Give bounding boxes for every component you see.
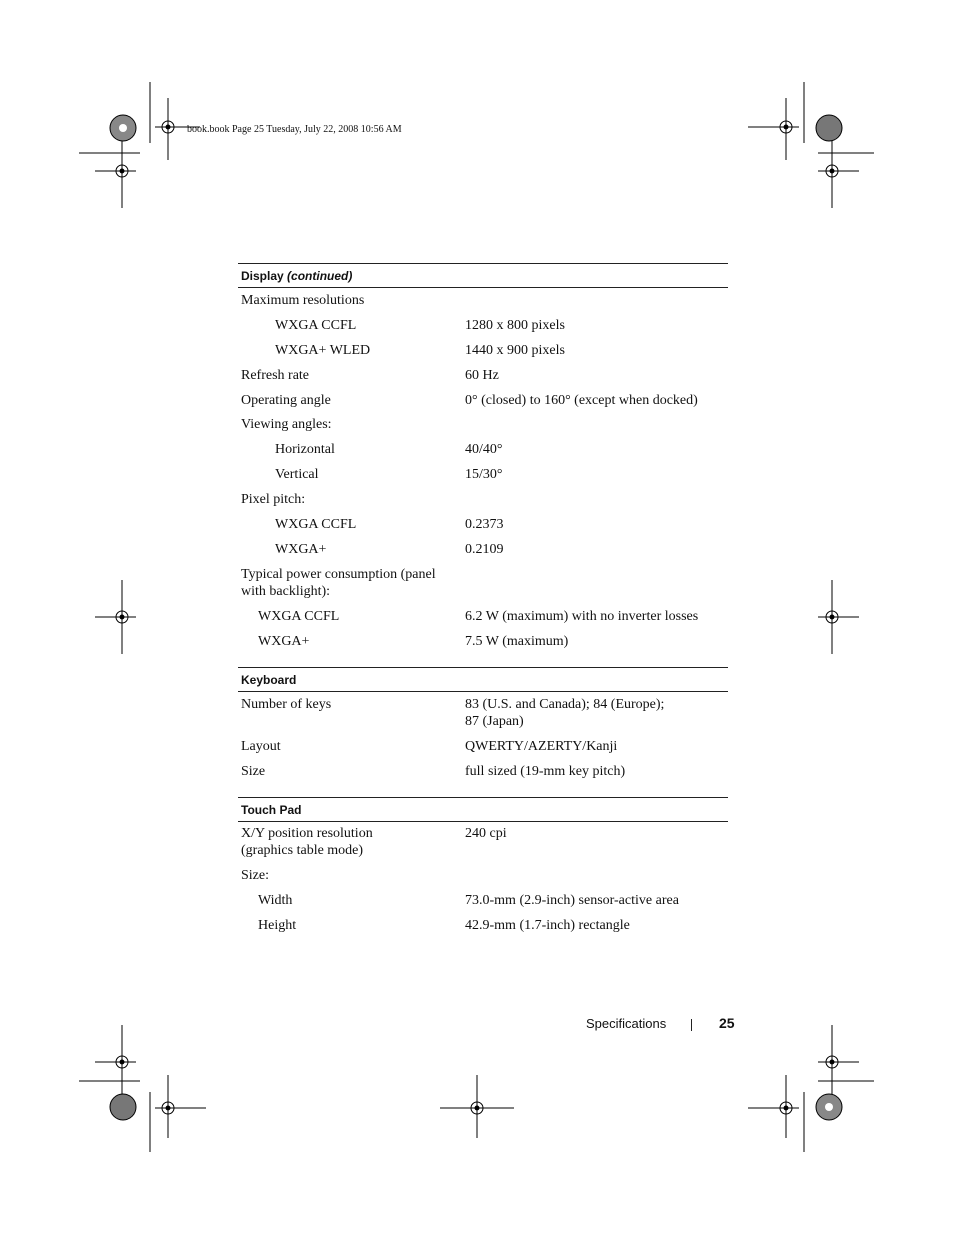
spec-value: 73.0-mm (2.9-inch) sensor-active area [465, 893, 679, 908]
footer-section-label: Specifications [586, 1016, 667, 1031]
spec-value: 0.2109 [465, 542, 504, 557]
spec-label: WXGA+ WLED [275, 343, 371, 358]
spec-value: 1440 x 900 pixels [465, 343, 565, 358]
spec-value: 1280 x 800 pixels [465, 318, 565, 333]
spec-label: Maximum resolutions [241, 293, 365, 308]
spec-value: 15/30° [465, 467, 503, 482]
spec-label: Typical power consumption (panel with backlight): [241, 567, 436, 599]
spec-label: Width [258, 893, 293, 908]
spec-label: Number of keys [241, 697, 332, 712]
spec-label: Operating angle [241, 393, 331, 408]
print-header: book.book Page 25 Tuesday, July 22, 2008 10:56 AM [187, 124, 402, 135]
spec-label: Refresh rate [241, 368, 310, 383]
spec-value: 42.9-mm (1.7-inch) rectangle [465, 918, 630, 933]
spec-label: Vertical [275, 467, 319, 482]
spec-label: Height [258, 918, 297, 933]
spec-value: 60 Hz [465, 368, 499, 383]
spec-label: WXGA+ [258, 634, 310, 649]
spec-label: WXGA CCFL [275, 517, 357, 532]
section-title: Keyboard [241, 673, 297, 687]
spec-label: WXGA CCFL [258, 609, 340, 624]
spec-value: QWERTY/AZERTY/Kanji [465, 739, 618, 754]
spec-value: 0° (closed) to 160° (except when docked) [465, 393, 698, 408]
spec-label: Size: [241, 868, 269, 883]
spec-label: Size [241, 764, 266, 779]
spec-value: 240 cpi [465, 826, 507, 841]
section-header-display [238, 263, 728, 288]
spec-label: WXGA CCFL [275, 318, 357, 333]
spec-value: full sized (19-mm key pitch) [465, 764, 626, 779]
spec-value: 0.2373 [465, 517, 504, 532]
spec-label: Horizontal [275, 442, 335, 457]
spec-label: X/Y position resolution (graphics table mode) [241, 826, 373, 858]
section-header-keyboard [238, 667, 728, 692]
section-title-suffix: (continued) [287, 269, 353, 283]
footer-divider [691, 1019, 692, 1031]
spec-value: 83 (U.S. and Canada); 84 (Europe); 87 (Japan) [465, 697, 665, 729]
spec-label: Viewing angles: [241, 417, 332, 432]
section-title: Touch Pad [241, 803, 302, 817]
page-number: 25 [719, 1015, 735, 1031]
spec-label: Pixel pitch: [241, 492, 306, 507]
spec-value: 7.5 W (maximum) [465, 634, 569, 649]
spec-label: WXGA+ [275, 542, 327, 557]
section-title: Display [241, 269, 284, 283]
section-header-touchpad [238, 797, 728, 822]
spec-label: Layout [241, 739, 281, 754]
spec-value: 6.2 W (maximum) with no inverter losses [465, 609, 699, 624]
spec-value: 40/40° [465, 442, 503, 457]
